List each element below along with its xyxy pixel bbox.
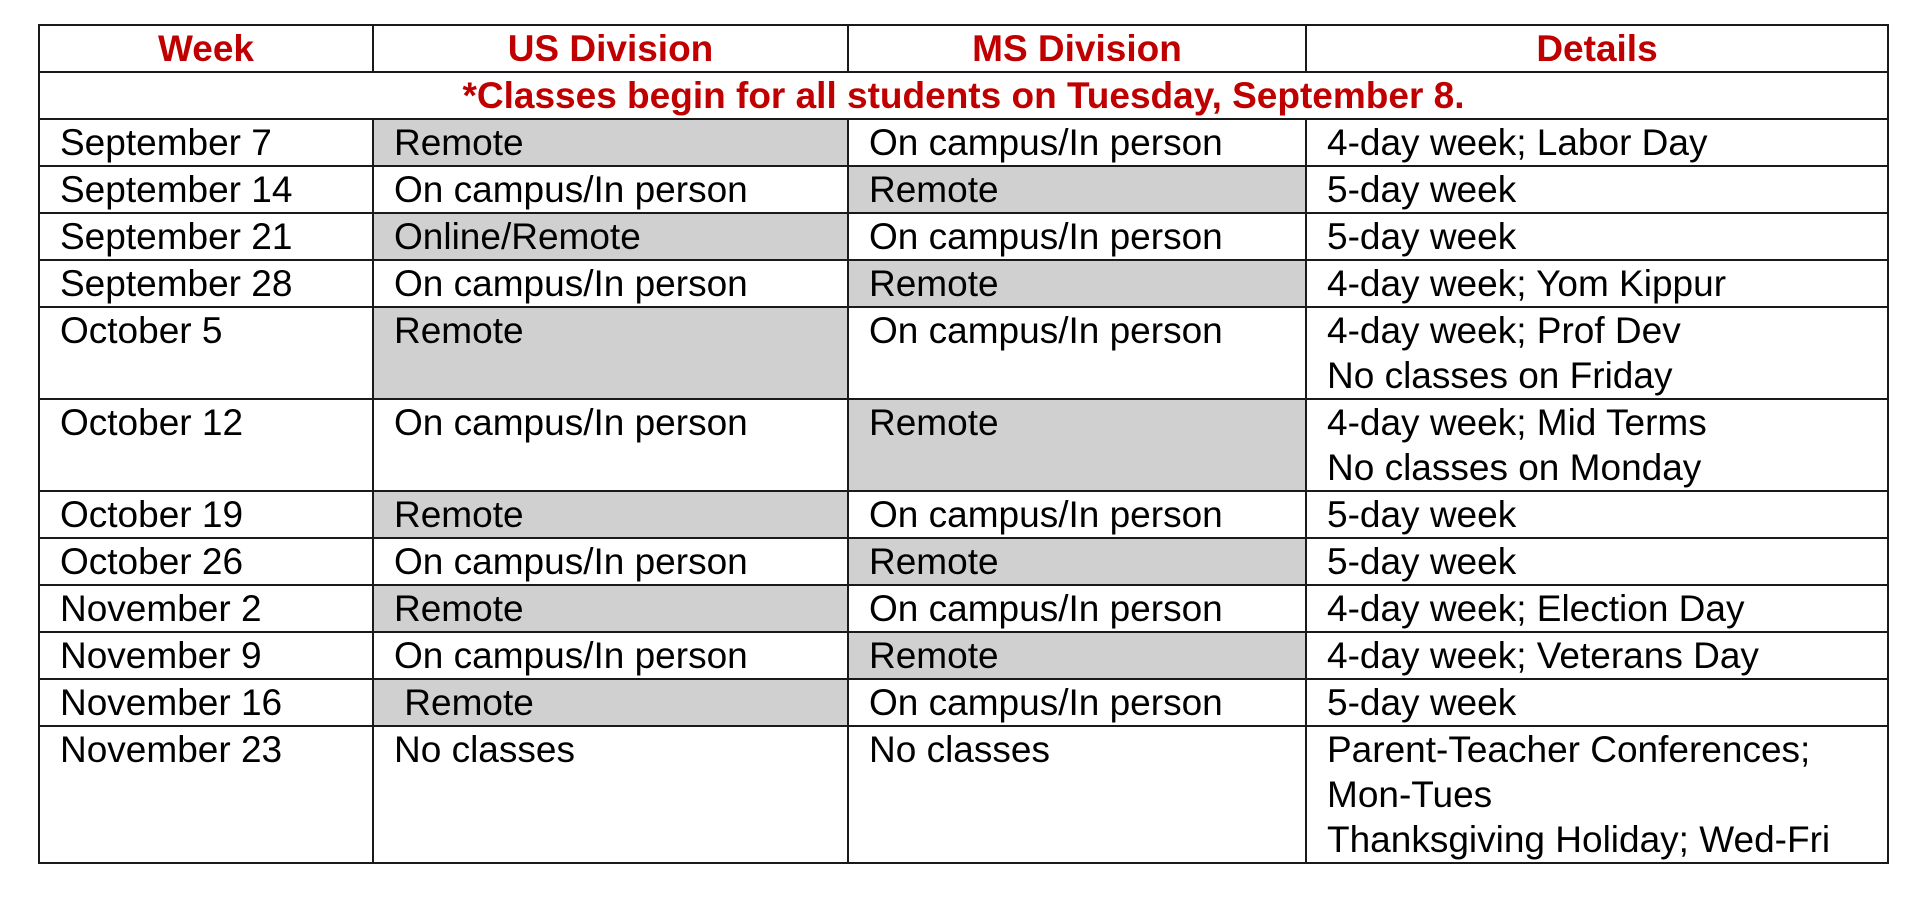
- ms-division-cell: On campus/In person: [848, 585, 1306, 632]
- details-line: 5-day week: [1327, 541, 1517, 582]
- week-cell: October 5: [39, 307, 373, 399]
- week-cell: September 21: [39, 213, 373, 260]
- details-cell: [1306, 119, 1888, 166]
- details-line: 4-day week; Election Day: [1327, 588, 1745, 629]
- us-division-cell: On campus/In person: [373, 538, 848, 585]
- schedule-row: [39, 585, 1888, 632]
- details-cell: [1306, 632, 1888, 679]
- us-division-cell: Remote: [373, 585, 848, 632]
- ms-division-cell: Remote: [848, 632, 1306, 679]
- details-line: 4-day week; Yom Kippur: [1327, 263, 1727, 304]
- details-line: 5-day week: [1327, 216, 1517, 257]
- week-cell: November 16: [39, 679, 373, 726]
- header-ms-division: MS Division: [848, 25, 1306, 72]
- week-cell: September 14: [39, 166, 373, 213]
- schedule-row: [39, 679, 1888, 726]
- details-cell: [1306, 307, 1888, 399]
- schedule-row: [39, 399, 1888, 491]
- details-cell: [1306, 491, 1888, 538]
- ms-division-cell: On campus/In person: [848, 679, 1306, 726]
- week-cell: October 26: [39, 538, 373, 585]
- schedule-row: [39, 538, 1888, 585]
- details-line: 5-day week: [1327, 682, 1517, 723]
- ms-division-cell: No classes: [848, 726, 1306, 863]
- details-cell: [1306, 726, 1888, 863]
- schedule-row: [39, 213, 1888, 260]
- details-line: Mon-Tues: [1327, 774, 1493, 815]
- week-cell: November 23: [39, 726, 373, 863]
- schedule-row: [39, 307, 1888, 399]
- notice-row: [39, 72, 1888, 119]
- us-division-cell: On campus/In person: [373, 632, 848, 679]
- details-line: Parent-Teacher Conferences;: [1327, 729, 1811, 770]
- schedule-body: [39, 72, 1888, 863]
- details-cell: [1306, 399, 1888, 491]
- week-cell: November 9: [39, 632, 373, 679]
- details-line: 5-day week: [1327, 494, 1517, 535]
- header-week: Week: [39, 25, 373, 72]
- details-line: Thanksgiving Holiday; Wed-Fri: [1327, 819, 1831, 860]
- ms-division-cell: On campus/In person: [848, 119, 1306, 166]
- week-cell: October 19: [39, 491, 373, 538]
- us-division-cell: Online/Remote: [373, 213, 848, 260]
- details-line: No classes on Friday: [1327, 355, 1673, 396]
- us-division-cell: No classes: [373, 726, 848, 863]
- week-cell: October 12: [39, 399, 373, 491]
- classes-begin-notice: *Classes begin for all students on Tuesday, September 8.: [39, 72, 1888, 119]
- us-division-cell: On campus/In person: [373, 166, 848, 213]
- us-division-cell: Remote: [373, 119, 848, 166]
- details-cell: [1306, 585, 1888, 632]
- week-cell: September 28: [39, 260, 373, 307]
- week-cell: September 7: [39, 119, 373, 166]
- us-division-cell: On campus/In person: [373, 260, 848, 307]
- details-line: 4-day week; Labor Day: [1327, 122, 1708, 163]
- schedule-row: [39, 726, 1888, 863]
- details-cell: [1306, 166, 1888, 213]
- details-line: No classes on Monday: [1327, 447, 1702, 488]
- ms-division-cell: On campus/In person: [848, 491, 1306, 538]
- schedule-row: [39, 260, 1888, 307]
- ms-division-cell: Remote: [848, 260, 1306, 307]
- us-division-cell: Remote: [373, 491, 848, 538]
- details-cell: [1306, 260, 1888, 307]
- details-line: 4-day week; Veterans Day: [1327, 635, 1759, 676]
- schedule-row: [39, 119, 1888, 166]
- header-row: [39, 25, 1888, 72]
- details-line: 5-day week: [1327, 169, 1517, 210]
- ms-division-cell: On campus/In person: [848, 307, 1306, 399]
- ms-division-cell: On campus/In person: [848, 213, 1306, 260]
- schedule-table: [38, 24, 1889, 864]
- header-us-division: US Division: [373, 25, 848, 72]
- header-details: Details: [1306, 25, 1888, 72]
- ms-division-cell: Remote: [848, 538, 1306, 585]
- week-cell: November 2: [39, 585, 373, 632]
- us-division-cell: On campus/In person: [373, 399, 848, 491]
- details-cell: [1306, 679, 1888, 726]
- details-line: 4-day week; Mid Terms: [1327, 402, 1707, 443]
- schedule-row: [39, 491, 1888, 538]
- us-division-cell: Remote: [373, 307, 848, 399]
- ms-division-cell: Remote: [848, 166, 1306, 213]
- us-division-cell: Remote: [373, 679, 848, 726]
- schedule-row: [39, 632, 1888, 679]
- details-cell: [1306, 538, 1888, 585]
- ms-division-cell: Remote: [848, 399, 1306, 491]
- details-cell: [1306, 213, 1888, 260]
- schedule-row: [39, 166, 1888, 213]
- details-line: 4-day week; Prof Dev: [1327, 310, 1681, 351]
